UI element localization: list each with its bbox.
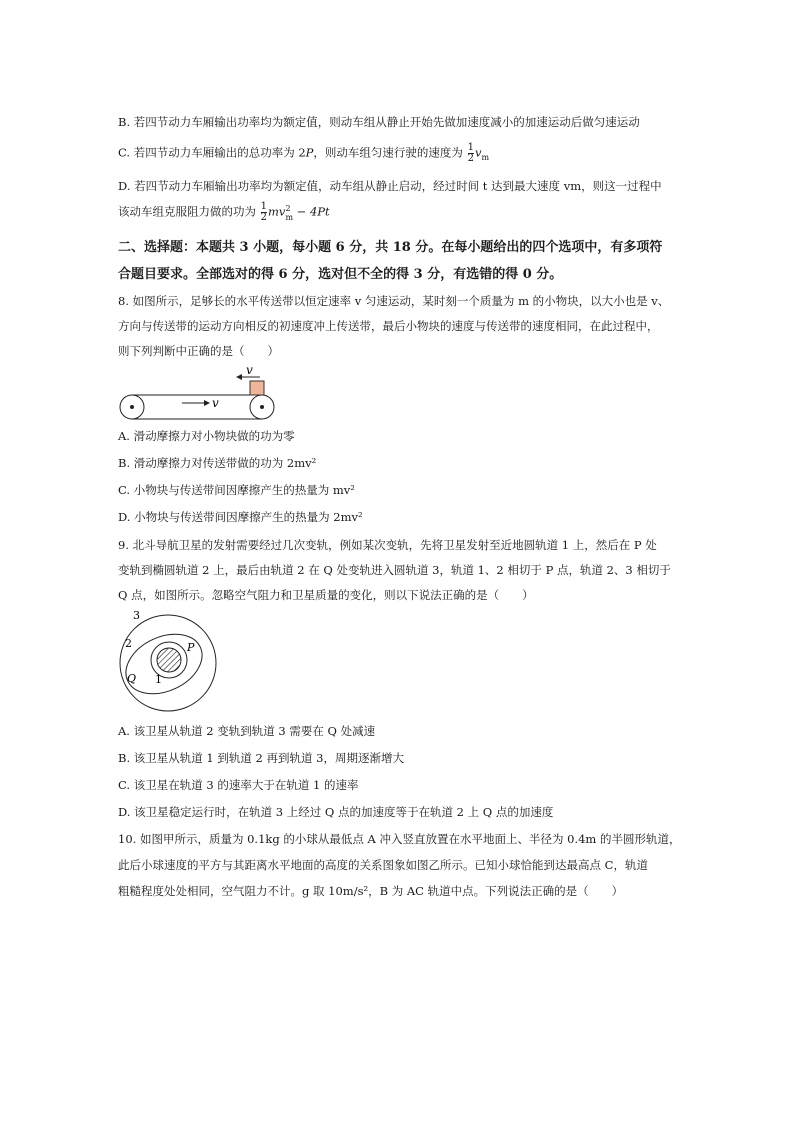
q7-option-d-line1: D. 若四节动力车厢输出功率均为额定值，动车组从静止启动，经过时间 t 达到最大速度 vm，则这一过程中	[118, 179, 662, 193]
q9-option-b: B. 该卫星从轨道 1 到轨道 2 再到轨道 3，周期逐渐增大	[118, 751, 404, 765]
q7-option-c-mid: ，则动车组匀速行驶的速度为	[313, 145, 463, 160]
q7-option-d-sub: m	[285, 212, 294, 222]
q7-option-c-subscript: m	[481, 152, 490, 162]
orbit-2-label: 2	[125, 637, 132, 650]
block-velocity-arrowhead	[236, 374, 242, 380]
q8-option-b: B. 滑动摩擦力对传送带做的功为 2mv²	[118, 456, 317, 470]
left-pulley-axle	[130, 405, 134, 409]
q7-option-d-prefix: 该动车组克服阻力做的功为	[118, 204, 256, 219]
q7-option-d-tail: − 4Pt	[293, 204, 330, 219]
q7-option-c-velocity: v	[474, 145, 482, 160]
q8-option-d: D. 小物块与传送带间因摩擦产生的热量为 2mv²	[118, 510, 363, 524]
orbit-1-label: 1	[155, 673, 162, 686]
q8-stem-line3: 则下列判断中正确的是（ ）	[118, 344, 279, 358]
q10-stem-line3: 粗糙程度处处相同，空气阻力不计。g 取 10m/s²，B 为 AC 轨道中点。下列说法正确的是（ ）	[118, 884, 624, 898]
q7-option-d-expr: mv	[268, 204, 286, 219]
orbit-3-label: 3	[133, 609, 140, 622]
q7-option-c-fraction	[468, 143, 474, 164]
right-pulley-axle	[260, 405, 264, 409]
q7-option-d-line2	[118, 202, 330, 223]
section2-heading-line1: 二、选择题：本题共 3 小题，每小题 6 分，共 18 分。在每小题给出的四个选项中，有多项符	[118, 240, 663, 255]
q8-option-c: C. 小物块与传送带间因摩擦产生的热量为 mv²	[118, 483, 355, 497]
block-velocity-label: v	[246, 363, 253, 377]
q9-option-c: C. 该卫星在轨道 3 的速率大于在轨道 1 的速率	[118, 778, 359, 792]
belt-velocity-label: v	[212, 396, 219, 410]
belt-velocity-arrowhead	[204, 400, 210, 406]
q9-stem-line1: 9. 北斗导航卫星的发射需要经过几次变轨，例如某次变轨，先将卫星发射至近地圆轨道 1 上，然后在 P 处	[118, 538, 657, 552]
q9-stem-line3: Q 点，如图所示。忽略空气阻力和卫星质量的变化，则以下说法正确的是（ ）	[118, 588, 534, 602]
q7-option-c	[118, 143, 489, 166]
fraction-denominator: 2	[467, 153, 474, 164]
q8-stem-line2: 方向与传送带的运动方向相反的初速度冲上传送带，最后小物块的速度与传送带的速度相同，在此过程中，	[118, 319, 659, 333]
q10-stem-line2: 此后小球速度的平方与其距离水平地面的高度的关系图象如图乙所示。已知小球恰能到达最高点 C，轨道	[118, 858, 648, 872]
q7-option-c-power: P	[305, 145, 314, 160]
point-p-label: P	[187, 641, 195, 654]
q10-stem-line1: 10. 如图甲所示，质量为 0.1kg 的小球从最低点 A 冲入竖直放置在水平地面上、半径为 0.4m 的半圆形轨道，	[118, 832, 681, 846]
point-q-label: Q	[127, 672, 137, 685]
q9-option-a: A. 该卫星从轨道 2 变轨到轨道 3 需要在 Q 处减速	[118, 724, 376, 738]
q9-option-d: D. 该卫星稳定运行时，在轨道 3 上经过 Q 点的加速度等于在轨道 2 上 Q 点的加速度	[118, 805, 554, 819]
q7-option-c-prefix: C. 若四节动力车厢输出的总功率为 2	[118, 145, 306, 160]
q7-option-b: B. 若四节动力车厢输出功率均为额定值，则动车组从静止开始先做加速度减小的加速运动后做匀速运动	[118, 115, 640, 129]
q8-stem-line1: 8. 如图所示，足够长的水平传送带以恒定速率 v 匀速运动，某时刻一个质量为 m 的小物块，以大小也是 v、	[118, 294, 670, 308]
q7-option-d-sup: 2	[285, 203, 291, 213]
fraction-numerator: 1	[260, 201, 268, 212]
conveyor-belt-figure	[114, 362, 284, 424]
fraction-denominator: 2	[260, 212, 268, 223]
earth	[157, 648, 181, 672]
fraction-numerator: 1	[467, 142, 474, 153]
q7-option-d-fraction	[261, 202, 267, 223]
small-block	[250, 381, 264, 395]
q8-option-a: A. 滑动摩擦力对小物块做的功为零	[118, 429, 295, 443]
section2-heading-line2: 合题目要求。全部选对的得 6 分，选对但不全的得 3 分，有选错的得 0 分。	[118, 267, 563, 282]
q9-stem-line2: 变轨到椭圆轨道 2 上，最后由轨道 2 在 Q 处变轨进入圆轨道 3，轨道 1、2 相切于 P 点，轨道 2、3 相切于	[118, 563, 671, 577]
satellite-orbit-figure	[114, 606, 224, 716]
